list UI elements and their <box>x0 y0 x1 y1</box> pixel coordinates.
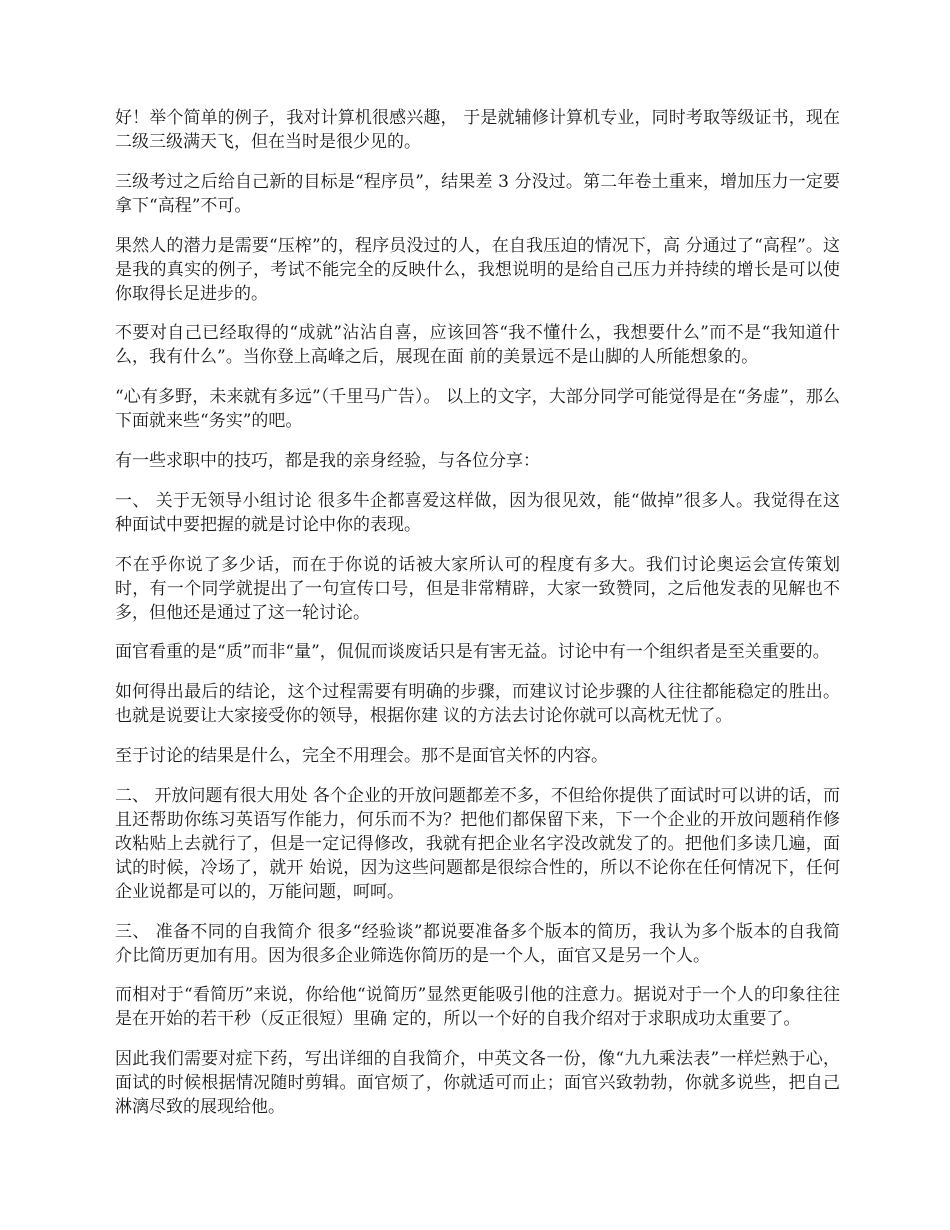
paragraph-10: 如何得出最后的结论，这个过程需要有明确的步骤，而建议讨论步骤的人往往都能稳定的胜出。也就是说要让大家接受你的领导，根据你建 议的方法去讨论你就可以高枕无忧了。 <box>115 682 840 727</box>
paragraph-7: 一、 关于无领导小组讨论 很多牛企都喜爱这样做，因为很见效，能“做掉”很多人。我觉得在这种面试中要把握的就是讨论中你的表现。 <box>115 490 840 535</box>
paragraph-11: 至于讨论的结果是什么，完全不用理会。那不是面官关怀的内容。 <box>115 745 608 766</box>
paragraph-1: 好！举个简单的例子，我对计算机很感兴趣， 于是就辅修计算机专业，同时考取等级证书，现在二级三级满天飞，但在当时是很少见的。 <box>115 108 840 152</box>
paragraph-2: 三级考过之后给自己新的目标是“程序员”，结果差 3 分没过。第二年卷土重来，增加压力一定要拿下“高程”不可。 <box>115 171 840 216</box>
paragraph-14: 而相对于“看简历”来说，你给他“说简历”显然更能吸引他的注意力。据说对于一个人的印象往往是在开始的若干秒（反正很短）里确 定的，所以一个好的自我介绍对于求职成功太重要了。 <box>115 985 840 1030</box>
paragraph-9: 面官看重的是“质”而非“量”，侃侃而谈废话只是有害无益。讨论中有一个组织者是至关重要的。 <box>115 642 830 663</box>
paragraph-15: 因此我们需要对症下药，写出详细的自我简介，中英文各一份，像“九九乘法表”一样烂熟于心，面试的时候根据情况随时剪辑。面官烦了，你就适可而止；面官兴致勃勃，你就多说些，把自己淋漓尽致的展现给他。 <box>115 1049 840 1118</box>
paragraph-6: 有一些求职中的技巧，都是我的亲身经验，与各位分享： <box>115 450 540 471</box>
paragraph-5: “心有多野，未来就有多远”（千里马广告）。 以上的文字，大部分同学可能觉得是在“务虚”，那么下面就来些“务实”的吧。 <box>115 387 840 432</box>
document-body <box>115 106 840 1135</box>
paragraph-3: 果然人的潜力是需要“压榨”的，程序员没过的人，在自我压迫的情况下，高 分通过了“高程”。这是我的真实的例子，考试不能完全的反映什么，我想说明的是给自己压力并持续的增长是可以使你取得长足进步的。 <box>115 235 840 304</box>
paragraph-12: 二、 开放问题有很大用处 各个企业的开放问题都差不多，不但给你提供了面试时可以讲的话，而且还帮助你练习英语写作能力，何乐而不为？把他们都保留下来，下一个企业的开放问题稍作修改粘贴上去就行了，但是一定记得修改，我就有把企业名字没改就发了的。把他们多读几遍，面试的时候，冷场了，就开 始说，因为这些问题都是很综合性的，所以不论你在任何情况下，任何企业说都是可以的，万能问题，呵呵。 <box>115 785 840 902</box>
paragraph-8: 不在乎你说了多少话，而在于你说的话被大家所认可的程度有多大。我们讨论奥运会宣传策划时，有一个同学就提出了一句宣传口号，但是非常精辟，大家一致赞同，之后他发表的见解也不多，但他还是通过了这一轮讨论。 <box>115 554 840 623</box>
paragraph-13: 三、 准备不同的自我简介 很多“经验谈”都说要准备多个版本的简历，我认为多个版本的自我简介比简历更加有用。因为很多企业筛选你简历的是一个人，面官又是另一个人。 <box>115 921 840 966</box>
paragraph-4: 不要对自己已经取得的“成就”沾沾自喜，应该回答“我不懂什么，我想要什么”而不是“我知道什么，我有什么”。当你登上高峰之后，展现在面 前的美景远不是山脚的人所能想象的。 <box>115 323 840 368</box>
